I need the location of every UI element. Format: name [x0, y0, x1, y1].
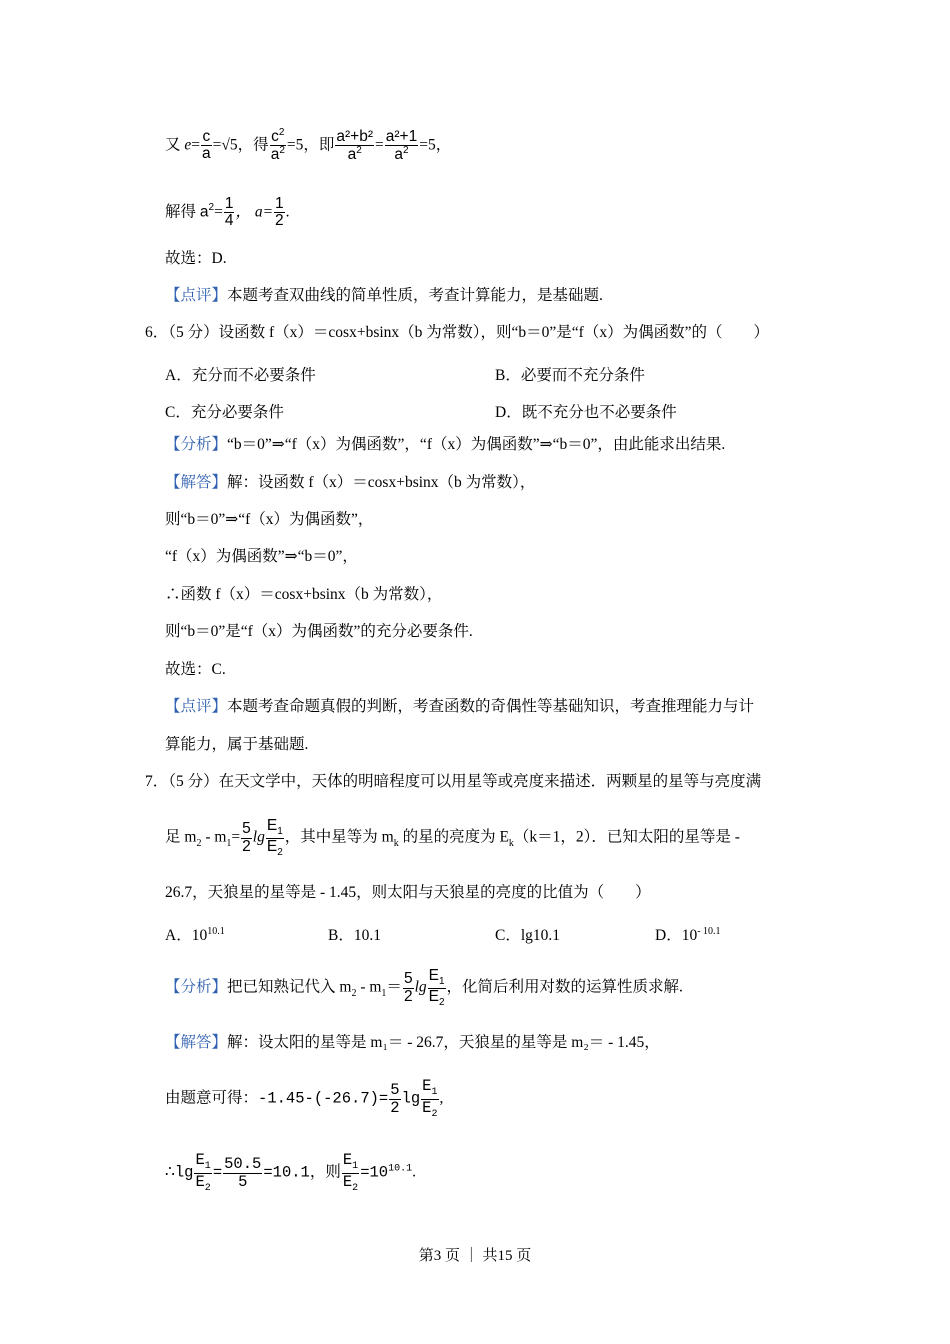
q5-answer: 故选：D. [165, 250, 227, 267]
q5-comment: 【点评】本题考查双曲线的简单性质，考查计算能力，是基础题. [165, 287, 603, 304]
q7-option-b: B．10.1 [328, 927, 381, 944]
q6-option-d: D．既不充分也不必要条件 [495, 404, 677, 421]
fraction-5-over-2: $\frac{5}{2}$ [390, 1081, 400, 1117]
fraction-5-over-2: $\frac{5}{2}$ [242, 820, 251, 855]
fraction-a2b2-over-a2: $\frac{\text{a²+b²}}{a^2}$ [336, 127, 373, 163]
q6-analysis: 【分析】“b＝0”⇒“f（x）为偶函数”，“f（x）为偶函数”⇒“b＝0”，由此能求出结果. [165, 436, 726, 453]
q6-solution-line-3: “f（x）为偶函数”⇒“b＝0”， [165, 548, 358, 565]
q7-stem-line-3: 26.7，天狼星的星等是 - 1.45，则太阳与天狼星的亮度的比值为（ ） [165, 884, 651, 901]
q7-solution-line-1: 【解答】解：设太阳的星等是 m₁＝ - 26.7，天狼星的星等是 m₂＝ - 1.45， [165, 1034, 660, 1051]
q6-comment-line-2: 算能力，属于基础题. [165, 736, 309, 753]
q7-option-a: A．$10^{10.1}$ [165, 925, 225, 944]
q7-option-c: C．lg10.1 [495, 927, 561, 944]
solution-tag: 【解答】 [165, 474, 228, 491]
q7-stem-line-2: 足 $m_2 - m_1=$ $\frac{5}{2}$ lg $\frac{E_1}{E_2}$ ，其中星等为 $m_k$ 的星的亮度为 $E_k(k=1$，2）．已知太阳的星等是 - [165, 817, 740, 858]
q6-solution-line-6: 故选：C. [165, 661, 226, 678]
q6-comment-line-1: 【点评】本题考查命题真假的判断，考查函数的奇偶性等基础知识，考查推理能力与计 [165, 698, 755, 715]
q6-option-a: A．充分而不必要条件 [165, 367, 316, 384]
fraction-1-over-4: $\frac{1}{4}$ [224, 195, 234, 230]
q6-solution-line-5: 则“b＝0”是“f（x）为偶函数”的充分必要条件. [165, 623, 473, 640]
fraction-50.5-over-5: $\frac{50.5}{5}$ [224, 1155, 262, 1191]
fraction-E1-over-E2: $\frac{E_1}{E_2}$ [422, 1077, 438, 1120]
fraction-E1-over-E2: $\frac{E_1}{E_2}$ [428, 967, 445, 1008]
comment-tag: 【点评】 [165, 287, 228, 304]
fraction-1-over-2: $\frac{1}{2}$ [275, 195, 284, 230]
fraction-c-over-a: $\frac{c}{a}$ [202, 128, 211, 163]
q7-solution-line-3: ∴lg $\frac{E_1}{E_2}$ = $\frac{50.5}{5}$ =10.1，则 $\frac{E_1}{E_2}$ $=10^{10.1}$. [165, 1151, 416, 1194]
page-footer: 第3 页 ｜ 共15 页 [418, 1248, 532, 1264]
q7-option-d: D．$10^{- 10.1}$ [655, 925, 721, 944]
fraction-E1-over-E2: $\frac{E_1}{E_2}$ [266, 817, 283, 858]
fraction-E1-over-E2: $\frac{E_1}{E_2}$ [195, 1151, 211, 1194]
q7-solution-line-2: 由题意可得：-1.45-(-26.7)= $\frac{5}{2}$ lg $\frac{E_1}{E_2}$ , [165, 1077, 444, 1120]
q6-solution-line-2: 则“b＝0”⇒“f（x）为偶函数”， [165, 511, 374, 528]
q5-equation-line-2: 解得 $a^2=$ $\frac{1}{4}$ ， a= $\frac{1}{2}$ . [165, 195, 290, 230]
q5-equation-line-1: 又 e= $\frac{c}{a}$ =√5，得 $\frac{c^2}{a^2}$ =5，即 $\frac{\text{a²+b²}}{a^2}$ = $\frac{\text{a²+1}}{a^2}$ =5， [165, 127, 452, 164]
q6-option-b: B．必要而不充分条件 [495, 367, 645, 384]
fraction-c2-over-a2: $\frac{c^2}{a^2}$ [270, 127, 285, 164]
q6-stem: 6．（5 分）设函数 f（x）＝cosx+bsinx（b 为常数），则“b＝0”是“f（x）为偶函数”的（ ） [145, 324, 769, 341]
q6-solution-line-4: ∴函数 f（x）＝cosx+bsinx（b 为常数）， [165, 586, 443, 603]
fraction-5-over-2: $\frac{5}{2}$ [403, 970, 413, 1005]
q6-option-c: C．充分必要条件 [165, 404, 284, 421]
q7-analysis: 【分析】把已知熟记代入 $m_2 - m_1=$ $\frac{5}{2}$ lg $\frac{E_1}{E_2}$ ，化简后利用对数的运算性质求解. [165, 967, 683, 1008]
fraction-E1-over-E2: $\frac{E_1}{E_2}$ [342, 1151, 359, 1194]
comment-tag: 【点评】 [165, 698, 228, 715]
analysis-tag: 【分析】 [165, 978, 228, 996]
fraction-a2plus1-over-a2: $\frac{\text{a²+1}}{a^2}$ [385, 127, 418, 163]
analysis-tag: 【分析】 [165, 436, 228, 453]
q7-stem-line-1: 7．（5 分）在天文学中，天体的明暗程度可以用星等或亮度来描述．两颗星的星等与亮度满 [145, 773, 762, 790]
solution-tag: 【解答】 [165, 1034, 228, 1051]
q6-solution-line-1: 【解答】解：设函数 f（x）＝cosx+bsinx（b 为常数）， [165, 474, 536, 491]
